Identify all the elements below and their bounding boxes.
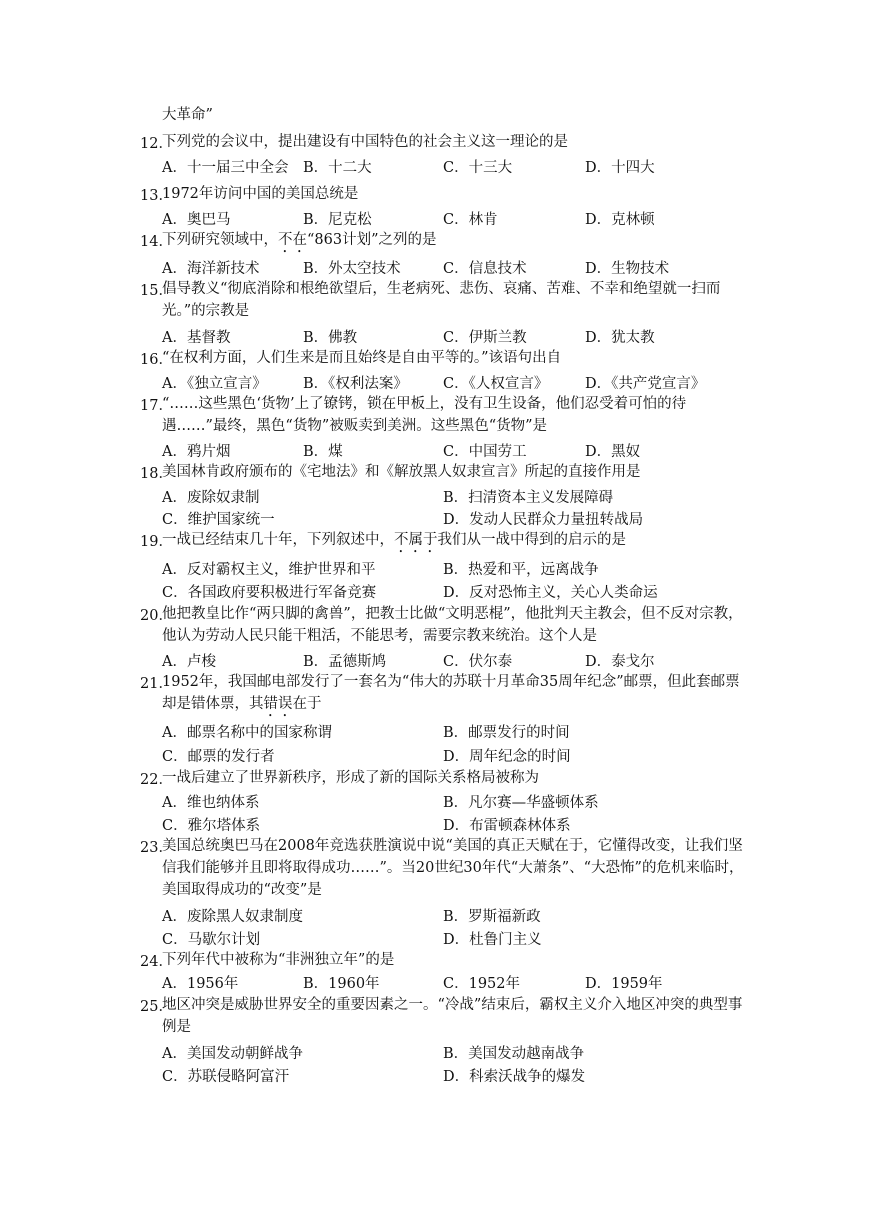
answer-option: B．罗斯福新政 [443,909,541,925]
answer-option: A．维也纳体系 [162,795,260,811]
answer-option: A．奥巴马 [162,212,231,228]
answer-options-row [162,208,762,228]
answer-option: A．海洋新技术 [162,261,260,277]
question-stem-text: 一战已经结束几十年，下列叙述中， [162,532,394,548]
question-stem: 地区冲突是威胁世界安全的重要因素之一。“冷战”结束后，霸权主义介入地区冲突的典型事例是 [162,997,743,1035]
question-stem: 1972年访问中国的美国总统是 [162,186,359,202]
question-stem: “……这些黑色‘货物’上了镣铐，锁在甲板上，没有卫生设备，他们忍受着可怕的待遇……”最终，黑色“货物”被贩卖到美洲。这些黑色“货物”是 [162,396,687,434]
answer-option: C．中国劳工 [443,444,527,460]
answer-option: B．佛教 [303,330,358,346]
question-stem [162,671,747,720]
answer-option: C．各国政府要积极进行军备竞赛 [162,585,377,601]
answer-option: C．伏尔泰 [443,654,513,670]
emphasized-keyword: 不在 [278,232,307,248]
answer-options-row [162,581,762,601]
answer-options-row [162,486,762,506]
question-stem-text: 在于 [292,696,322,712]
question-number: 13． [140,188,173,204]
answer-option: A．废除黑人奴隶制度 [162,909,303,925]
question-number: 12． [140,136,173,152]
answer-option: A．美国发动朝鲜战争 [162,1046,303,1062]
answer-option: C．邮票的发行者 [162,749,275,765]
answer-option: B．外太空技术 [303,261,401,277]
answer-option: D．布雷顿森林体系 [443,818,571,834]
answer-option: B．尼克松 [303,212,372,228]
answer-option: C．林肯 [443,212,498,228]
question-number: 18． [140,466,173,482]
answer-options-row [162,558,762,578]
answer-option: B．十二大 [303,160,372,176]
question-number: 19． [140,534,173,550]
answer-option: D．杜鲁门主义 [443,932,542,948]
question-stem-text: “863计划”之列的是 [307,232,437,248]
answer-option: C．《人权宣言》 [443,376,549,392]
question-number: 17． [140,398,173,414]
answer-option: B．热爱和平，远离战争 [443,562,599,578]
answer-option: D．黑奴 [585,444,641,460]
emphasized-keyword: 错误 [263,696,293,712]
answer-options-row [162,745,762,765]
question-number: 22． [140,772,173,788]
answer-options-row [162,650,762,670]
answer-option: C．苏联侵略阿富汗 [162,1069,290,1085]
answer-option: C．维护国家统一 [162,512,275,528]
answer-options-row [162,721,762,741]
answer-options-row [162,791,762,811]
question-stem [162,229,747,256]
answer-option: B．煤 [303,444,343,460]
answer-option: B．1960年 [303,976,380,992]
question-number: 21． [140,676,173,692]
question-number: 23． [140,840,173,856]
answer-options-row [162,508,762,528]
answer-option: A．基督教 [162,330,231,346]
question-stem: 美国林肯政府颁布的《宅地法》和《解放黑人奴隶宣言》所起的直接作用是 [162,464,641,480]
question-number: 20． [140,608,173,624]
answer-options-row [162,905,762,925]
answer-options-row [162,156,762,176]
continued-option-text: 大革命” [162,107,213,123]
question-stem: 一战后建立了世界新秩序，形成了新的国际关系格局被称为 [162,770,539,786]
answer-option: D．反对恐怖主义，关心人类命运 [443,585,658,601]
answer-option: A．邮票名称中的国家称谓 [162,725,332,741]
answer-option: B．《权利法案》 [303,376,408,392]
question-stem: 下列党的会议中，提出建设有中国特色的社会主义这一理论的是 [162,134,568,150]
answer-option: A．《独立宣言》 [162,376,267,392]
question-stem [162,529,747,556]
answer-option: C．伊斯兰教 [443,330,527,346]
question-number: 15． [140,283,173,299]
answer-options-row [162,326,762,346]
question-stem: 美国总统奥巴马在2008年竞选获胜演说中说“美国的真正天赋在于，它懂得改变，让我们坚信我们能够并且即将取得成功……”。当20世纪30年代“大萧条”、“大恐怖”的危机来临时，美国取得成功的“改变”是 [162,838,744,898]
answer-options-row [162,1042,762,1062]
answer-option: C．马歇尔计划 [162,932,261,948]
answer-options-row [162,814,762,834]
answer-options-row [162,1065,762,1085]
answer-option: D．十四大 [585,160,655,176]
question-stem: 倡导教义“彻底消除和根绝欲望后，生老病死、悲伤、哀痛、苦难、不幸和绝望就一扫而光。”的宗教是 [162,281,721,319]
question-stem-text: 我们从一战中得到的启示的是 [437,532,626,548]
answer-option: C．1952年 [443,976,520,992]
answer-option: A．反对霸权主义，维护世界和平 [162,562,376,578]
answer-option: D．生物技术 [585,261,670,277]
answer-option: D．《共产党宣言》 [585,376,706,392]
answer-option: B．扫清资本主义发展障碍 [443,490,614,506]
question-stem-text: 下列研究领域中， [162,232,278,248]
answer-option: B．美国发动越南战争 [443,1046,585,1062]
answer-option: D．发动人民群众力量扭转战局 [443,512,644,528]
question-stem-text: 1952年，我国邮电部发行了一套名为“伟大的苏联十月革命35周年纪念”邮票，但此套邮票却是错体票，其 [162,674,740,712]
answer-option: D．泰戈尔 [585,654,655,670]
answer-option: D．科索沃战争的爆发 [443,1069,586,1085]
answer-option: C．雅尔塔体系 [162,818,261,834]
question-number: 16． [140,352,173,368]
answer-options-row [162,972,762,992]
answer-option: A．卢梭 [162,654,216,670]
answer-option: A．鸦片烟 [162,444,231,460]
answer-option: B．邮票发行的时间 [443,725,570,741]
question-number: 25． [140,999,173,1015]
answer-options-row [162,257,762,277]
answer-options-row [162,372,762,392]
answer-option: B．孟德斯鸠 [303,654,387,670]
answer-option: C．信息技术 [443,261,527,277]
answer-option: A．十一届三中全会 [162,160,289,176]
question-number: 14． [140,234,173,250]
answer-option: D．1959年 [585,976,663,992]
answer-option: A．废除奴隶制 [162,490,260,506]
answer-option: A．1956年 [162,976,239,992]
question-number: 24． [140,954,173,970]
emphasized-keyword: 不属于 [394,532,438,548]
answer-options-row [162,440,762,460]
question-stem: 他把教皇比作“两只脚的禽兽”，把教士比做“文明恶棍”，他批判天主教会，但不反对宗教，他认为劳动人民只能干粗活，不能思考，需要宗教来统治。这个人是 [162,606,743,644]
question-stem: 下列年代中被称为“非洲独立年”的是 [162,952,395,968]
answer-options-row [162,928,762,948]
answer-option: B．凡尔赛—华盛顿体系 [443,795,599,811]
answer-option: D．犹太教 [585,330,655,346]
answer-option: C．十三大 [443,160,513,176]
answer-option: D．周年纪念的时间 [443,749,571,765]
answer-option: D．克林顿 [585,212,655,228]
question-stem: “在权利方面，人们生来是而且始终是自由平等的。”该语句出自 [162,350,562,366]
